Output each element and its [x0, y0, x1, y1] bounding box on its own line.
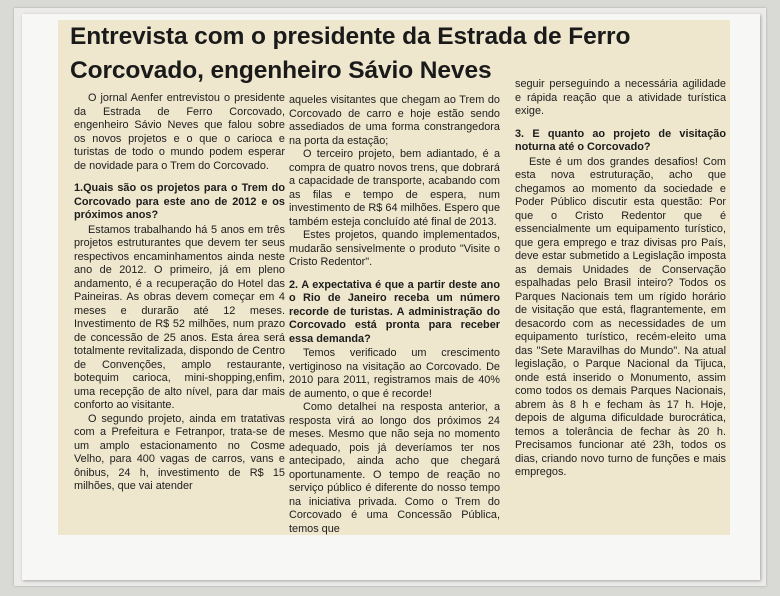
answer-2-paragraph-1: Temos verificado um crescimento vertiginoso na visitação ao Corcovado. De 2010 para 2011, registramos mais de 40% de aumento, o que é recorde! — [289, 347, 500, 400]
answer-1-paragraph-1: Estamos trabalhando há 5 anos em três projetos estruturantes que devem ter seus respectivos encaminhamentos ainda neste ano de 2012. O primeiro, já em pleno andamento, é a recuperação do Hotel das Paineiras. As obras devem começar em 4 meses e durarão até 12 meses. Investimento de R$ 52 milhões, num prazo de concessão de 25 anos. Esta área será totalmente revitalizada, dispondo de Centro de Convenções, amplo restaurante, botequim carioca, mini-shopping,enfim, uma recepção de alto nível, para dar mais conforto ao visitante. — [74, 223, 285, 411]
answer-1-paragraph-3: O terceiro projeto, bem adiantado, é a compra de quatro novos trens, que dobrará a capacidade de transporte, acabando com as filas e tempo de espera, num investimento de R$ 64 milhões. Espero que também esteja concluído até final de 2013. — [289, 148, 500, 228]
answer-2-paragraph-2: Como detalhei na resposta anterior, a resposta virá ao longo dos próximos 24 meses. Mesmo que não seja no momento adequado, pois já deveríamos ter nos antecipado, ainda acho que chegará oportunamente. O tempo de reação no serviço público é diferente do nosso tempo na iniciativa privada. Como o Trem do Corcovado é uma Concessão Pública, temos que — [289, 401, 500, 535]
question-2: 2. A expectativa é que a partir deste ano o Rio de Janeiro receba um número recorde de turistas. A administração do Corcovado está pronta para receber essa demanda? — [289, 278, 500, 345]
column-1 — [74, 92, 285, 494]
answer-3-paragraph: Este é um dos grandes desafios! Com esta nova estruturação, acho que chegamos ao momento da sociedade e Poder Público discutir esta questão: Por que o Cristo Redentor que é essencialmente um equipamento turístico, que gera emprego e traz divisas pro País, deve estar submetido a Legislação imposta as demais Unidades de Conservação espalhadas pelo Brasil inteiro? Todos os Parques Nacionais tem um rígido horário de visitação que está, flagrantemente, em desacordo com as necessidades de um equipamento turístico, recém-eleito uma das "Sete Maravilhas do Mundo". Na atual legislação, o Parque Nacional da Tijuca, onde está inserido o Monumento, assim como todos os demais Parques Nacionais, abrem às 8 h e fecham às 17 h. Hoje, depois de alguma dificuldade burocrática, temos a tolerância de fechar às 20 h. Precisamos funcionar até 23h, todos os dias, criando novo turno de funções e mais empregos. — [515, 155, 726, 478]
answer-1-paragraph-4: Estes projetos, quando implementados, mudarão sensivelmente o produto "Visite o Cristo Redentor". — [289, 229, 500, 268]
newspaper-clipping — [58, 20, 730, 535]
intro-paragraph: O jornal Aenfer entrevistou o presidente da Estrada de Ferro Corcovado, engenheiro Sávio Neves que falou sobre os novos projetos e o que o carioca e turistas de todo o mundo podem esperar de novidade para o Trem do Corcovado. — [74, 92, 285, 172]
question-3: 3. E quanto ao projeto de visitação noturna até o Corcovado? — [515, 127, 726, 153]
column-2 — [289, 94, 500, 535]
column-3 — [515, 78, 726, 480]
answer-1-continuation: aqueles visitantes que chegam ao Trem do Corcovado de carro e hoje estão sendo assediados de uma forma constrangedora na porta da estação; — [289, 94, 500, 147]
question-1: 1.Quais são os projetos para o Trem do Corcovado para este ano de 2012 e os próximos anos? — [74, 182, 285, 221]
answer-2-continuation: seguir perseguindo a necessária agilidade e rápida reação que a atividade turística exige. — [515, 78, 726, 117]
answer-1-paragraph-2: O segundo projeto, ainda em tratativas com a Prefeitura e Fetranpor, trata-se de um amplo estacionamento no Cosme Velho, para 400 vagas de carros, vans e ônibus, 24 h, investimento de R$ 15 milhões, que vai atender — [74, 412, 285, 492]
article-headline: Entrevista com o presidente da Estrada de Ferro Corcovado, engenheiro Sávio Neves — [70, 23, 631, 84]
